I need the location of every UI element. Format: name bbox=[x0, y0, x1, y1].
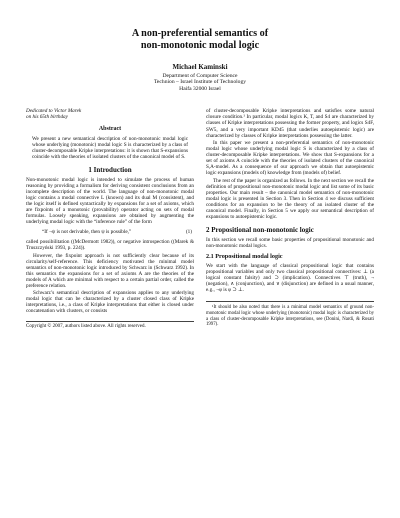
intro-paragraph-1: Non-monotonic modal logic is intended to simulate the process of human reasoning by providing a formalism for deriving consistent conclusions from an incomplete description of the world. The language of non-monotonic modal logic contains a modal connective L (known) and its dual M (consistent), and the logic itself is defined syntactically by expansions for a set of axioms, which are fixpoints of a monotonic (provability) operator acting on sets of modal formulas. Loosely speaking, expansions are obtained by augmenting the underlying modal logic with the “inference rule” of the form bbox=[26, 176, 194, 226]
author-name: Michael Kaminski bbox=[172, 63, 228, 71]
equation-1 bbox=[26, 229, 194, 235]
copyright-notice: Copyright © 2007, authors listed above. All rights reserved. bbox=[26, 321, 194, 330]
dedication bbox=[26, 108, 194, 120]
title-line-2: non-monotonic modal logic bbox=[140, 40, 260, 51]
abstract bbox=[26, 126, 194, 159]
paper-title bbox=[26, 28, 374, 52]
equation-text: “If ¬ψ is not derivable, then ψ is possible,” bbox=[42, 229, 132, 236]
section-2-heading: 2 Propositional non-monotonic logic bbox=[206, 226, 314, 234]
right-paragraph-2: In this paper we present a non-preferential semantics of non-monotonic modal logic whose underlying modal logic S is characterized by a class of cluster-decomposable Kripke interpretations. We show that S-expansions for a set of axioms A coincide with the theories of isolated clusters of the canonical S,A-model. As a consequence of our approach we obtain that autoepistemic logic expansions (models of) knowledge from (models of) belief. bbox=[206, 140, 374, 177]
right-column bbox=[206, 108, 374, 329]
section-2-paragraph-1: In this section we recall some basic properties of propositional monotonic and non-monotonic modal logics. bbox=[206, 237, 374, 250]
intro-paragraph-3: However, the fixpoint approach is not sufficiently clear because of its circularity/self-reference. This deficiency motivated the minimal model semantics of non-monotonic logic introduced by Schwarz in (Schwarz 1992). In this semantics the expansions for a set of axioms A are the theories of the models of A which are minimal with respect to a certain partial order, called the preference relation. bbox=[26, 252, 194, 289]
dedication-line-1: Dedicated to Victor Marek bbox=[26, 108, 82, 115]
footnote bbox=[206, 301, 374, 327]
dedication-line-2: on his 65th birthday bbox=[26, 114, 68, 121]
right-paragraph-3: The rest of the paper is organized as follows. In the next section we recall the definition of propositional non-monotonic modal logic and list some of its basic properties. Our main result – the canonical model semantics of non-monotonic modal logic is presented in Section 3. Then in Section 4 we discuss sufficient conditions for an expansion to be the theory of an isolated cluster of the canonical model. Finally, in Section 5 we apply our semantical description of expansions to autoepistemic logic. bbox=[206, 177, 374, 220]
section-1-heading: 1 Introduction bbox=[88, 165, 132, 174]
author-institution: Technion – Israel Institute of Technology bbox=[153, 79, 247, 86]
footnote-text: ¹It should be also noted that there is a minimal model semantics of ground non-monotonic modal logic whose underlying (monotonic) modal logic is characterized by a class of cluster-decomposable Kripke interpretations, see (Donini, Nardi, & Rosati 1997). bbox=[206, 305, 374, 328]
intro-paragraph-2: called possibilitation ((McDermott 1982)), or negative introspection ((Marek & Truszczyński 1993, p. 224)). bbox=[26, 239, 194, 252]
left-column bbox=[26, 108, 194, 329]
author-city: Haifa 32000 Israel bbox=[179, 85, 221, 92]
abstract-heading: Abstract bbox=[98, 126, 122, 133]
equation-number: (1) bbox=[185, 229, 192, 236]
intro-paragraph-4: Schwarz’s semantical description of expansions applies to any underlying modal logic that can be characterized by a cluster closed class of Kripke interpretations, i.e., a class of Kripke interpretations that either is closed under concatenation with clusters, or consists bbox=[26, 290, 194, 315]
author-department: Department of Computer Science bbox=[162, 72, 238, 79]
right-paragraph-1: of cluster-decomposable Kripke interpretations and satisfies some natural closure condition.¹ In particular, modal logics K, T, and S4 are characterized by classes of Kripke interpretations possessing the former property, and logics S4F, SW5, and a very important KD45 (that underlies autoepistemic logic) are characterized by classes of Kripke interpretations possessing the latter. bbox=[206, 108, 374, 139]
subsection-2-1-heading: 2.1 Propositional modal logic bbox=[206, 253, 283, 261]
author-block bbox=[26, 64, 374, 92]
two-column-body bbox=[26, 108, 374, 329]
subsection-2-1-paragraph-1: We start with the language of classical propositional logic that contains propositional variables and only two classical propositional connectives: ⊥ (a logical constant falsity) and ⊃ (implication). Connectives ⊤ (truth), ¬ (negation), ∧ (conjunction), and ∨ (disjunction) are defined in a usual manner, e.g., ¬φ is φ ⊃ ⊥. bbox=[206, 263, 374, 294]
abstract-text: We present a new semantical description of non-monotonic modal logic whose underlying (monotonic) modal logic S is characterized by a class of cluster-decomposable Kripke interpretations: it is shown that S-expansions coincide with the theories of isolated clusters of the canonical model of S. bbox=[32, 135, 188, 160]
title-line-1: A non-preferential semantics of bbox=[131, 28, 269, 39]
